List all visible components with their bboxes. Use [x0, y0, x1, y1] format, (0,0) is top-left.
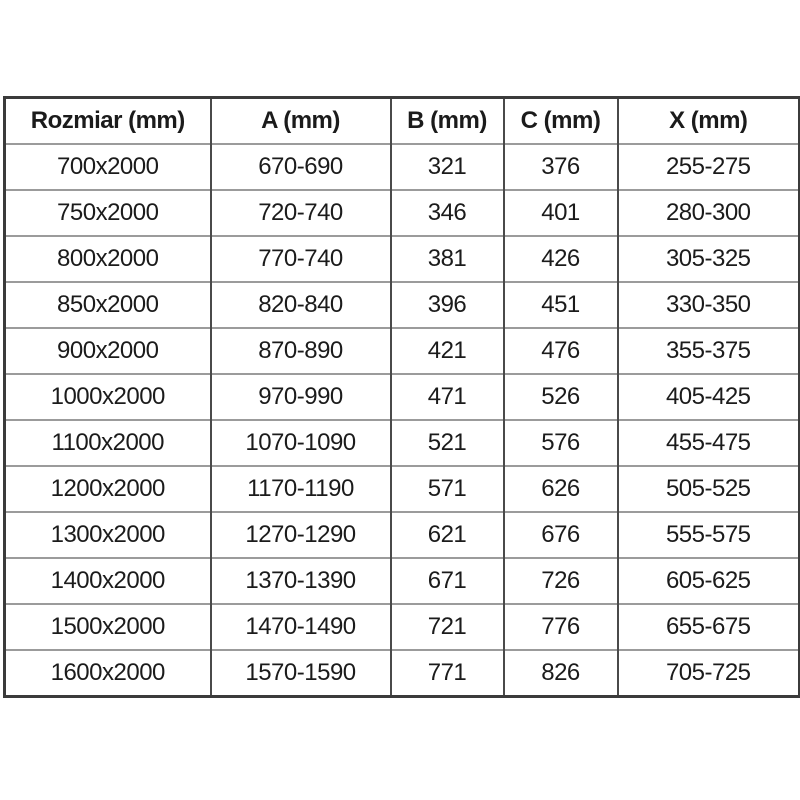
size-table	[3, 96, 800, 698]
table-row	[5, 512, 800, 558]
table-cell: 655-675	[618, 604, 800, 650]
table-cell: 1070-1090	[211, 420, 391, 466]
table-cell: 605-625	[618, 558, 800, 604]
table-cell: 670-690	[211, 144, 391, 190]
table-cell: 826	[504, 650, 618, 697]
table-cell: 396	[391, 282, 504, 328]
table-cell: 1170-1190	[211, 466, 391, 512]
table-cell: 1100x2000	[5, 420, 211, 466]
table-cell: 700x2000	[5, 144, 211, 190]
table-cell: 1000x2000	[5, 374, 211, 420]
table-cell: 726	[504, 558, 618, 604]
table-row	[5, 374, 800, 420]
table-cell: 671	[391, 558, 504, 604]
table-cell: 526	[504, 374, 618, 420]
table-cell: 346	[391, 190, 504, 236]
table-row	[5, 420, 800, 466]
table-cell: 305-325	[618, 236, 800, 282]
table-cell: 455-475	[618, 420, 800, 466]
table-cell: 401	[504, 190, 618, 236]
table-cell: 405-425	[618, 374, 800, 420]
table-cell: 776	[504, 604, 618, 650]
table-cell: 1500x2000	[5, 604, 211, 650]
table-cell: 1300x2000	[5, 512, 211, 558]
table-cell: 451	[504, 282, 618, 328]
table-row	[5, 650, 800, 697]
table-body	[5, 144, 800, 697]
table-head	[5, 98, 800, 145]
table-cell: 800x2000	[5, 236, 211, 282]
table-cell: 771	[391, 650, 504, 697]
table-row	[5, 144, 800, 190]
column-header-a: A (mm)	[211, 98, 391, 145]
table-row	[5, 466, 800, 512]
column-header-x: X (mm)	[618, 98, 800, 145]
table-cell: 721	[391, 604, 504, 650]
table-row	[5, 190, 800, 236]
table-cell: 255-275	[618, 144, 800, 190]
table-header-row	[5, 98, 800, 145]
table-cell: 476	[504, 328, 618, 374]
table-cell: 280-300	[618, 190, 800, 236]
column-header-c: C (mm)	[504, 98, 618, 145]
table-cell: 1400x2000	[5, 558, 211, 604]
table-row	[5, 558, 800, 604]
table-cell: 1370-1390	[211, 558, 391, 604]
table-cell: 720-740	[211, 190, 391, 236]
table-cell: 330-350	[618, 282, 800, 328]
table-row	[5, 328, 800, 374]
table-cell: 870-890	[211, 328, 391, 374]
table-cell: 471	[391, 374, 504, 420]
table-cell: 750x2000	[5, 190, 211, 236]
table-cell: 1470-1490	[211, 604, 391, 650]
table-cell: 571	[391, 466, 504, 512]
table-cell: 355-375	[618, 328, 800, 374]
table-cell: 705-725	[618, 650, 800, 697]
table-cell: 521	[391, 420, 504, 466]
table-cell: 1570-1590	[211, 650, 391, 697]
table-cell: 676	[504, 512, 618, 558]
table-cell: 505-525	[618, 466, 800, 512]
table-cell: 1600x2000	[5, 650, 211, 697]
column-header-rozmiar: Rozmiar (mm)	[5, 98, 211, 145]
table-row	[5, 604, 800, 650]
table-cell: 900x2000	[5, 328, 211, 374]
table-cell: 376	[504, 144, 618, 190]
table-cell: 321	[391, 144, 504, 190]
table-cell: 555-575	[618, 512, 800, 558]
table-cell: 626	[504, 466, 618, 512]
table-cell: 970-990	[211, 374, 391, 420]
table-cell: 770-740	[211, 236, 391, 282]
table-row	[5, 236, 800, 282]
table-cell: 820-840	[211, 282, 391, 328]
size-table-container	[3, 96, 798, 698]
table-cell: 426	[504, 236, 618, 282]
table-cell: 576	[504, 420, 618, 466]
table-row	[5, 282, 800, 328]
table-cell: 1270-1290	[211, 512, 391, 558]
table-cell: 621	[391, 512, 504, 558]
table-cell: 381	[391, 236, 504, 282]
table-cell: 850x2000	[5, 282, 211, 328]
table-cell: 1200x2000	[5, 466, 211, 512]
column-header-b: B (mm)	[391, 98, 504, 145]
table-cell: 421	[391, 328, 504, 374]
